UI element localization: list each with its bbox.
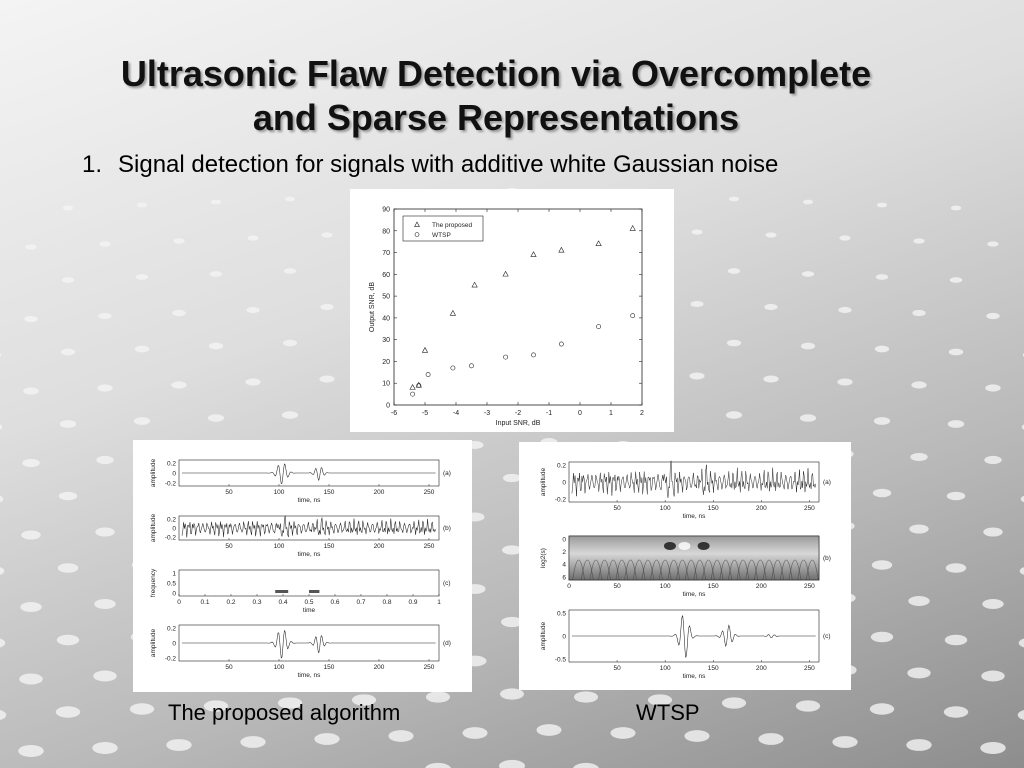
proposed-sub-c-x-axis-label: time bbox=[302, 607, 316, 614]
snr-x-tick-label: -4 bbox=[452, 410, 460, 417]
background-dot bbox=[137, 203, 147, 208]
snr-point-wtsp bbox=[559, 342, 563, 346]
background-dot bbox=[24, 316, 38, 322]
background-dot bbox=[796, 700, 820, 711]
background-dot bbox=[907, 668, 930, 679]
wtsp-sub-b-tag: (b) bbox=[823, 555, 831, 562]
proposed-sub-a-x-axis-label: time, ns bbox=[297, 497, 321, 504]
background-dot bbox=[19, 674, 43, 685]
wtsp-sub-a-x-tick-label: 150 bbox=[707, 505, 719, 512]
proposed-sub-c-tf-atom bbox=[275, 590, 288, 593]
caption-proposed-algorithm: The proposed algorithm bbox=[168, 700, 401, 725]
wtsp-sub-b-x-tick-label: 50 bbox=[613, 583, 621, 590]
background-dot bbox=[62, 277, 74, 283]
background-dot bbox=[950, 277, 962, 283]
proposed-sub-c-x-tick-label: 0.5 bbox=[304, 599, 314, 606]
snr-point-proposed bbox=[630, 226, 635, 231]
background-dot bbox=[282, 411, 298, 419]
proposed-sub-d-x-tick-label: 150 bbox=[323, 664, 335, 671]
snr-y-axis-label: Output SNR, dB bbox=[369, 281, 376, 333]
wtsp-sub-b-y-tick-label: 0 bbox=[562, 536, 566, 544]
wtsp-sub-a-x-tick-label: 250 bbox=[803, 505, 815, 512]
background-dot bbox=[166, 739, 191, 751]
background-dot bbox=[983, 527, 1002, 536]
background-dot bbox=[802, 271, 814, 277]
wtsp-scalogram-blob bbox=[678, 542, 690, 550]
background-dot bbox=[240, 736, 265, 748]
proposed-sub-b-x-tick-label: 100 bbox=[273, 543, 285, 550]
title-line-1: Ultrasonic Flaw Detection via Overcomplete bbox=[120, 53, 872, 94]
snr-point-proposed bbox=[450, 311, 455, 316]
background-dot bbox=[800, 414, 816, 422]
proposed-sub-c-x-tick-label: 0.4 bbox=[278, 599, 288, 606]
snr-y-tick-label: 50 bbox=[382, 293, 390, 301]
background-dot bbox=[722, 697, 746, 708]
background-dot bbox=[0, 423, 2, 431]
background-dot bbox=[873, 489, 891, 498]
wtsp-sub-c-tag: (c) bbox=[823, 633, 831, 640]
background-dot bbox=[285, 197, 295, 202]
background-dot bbox=[801, 343, 815, 350]
wtsp-sub-a-x-tick-label: 50 bbox=[613, 505, 621, 512]
background-dot bbox=[25, 244, 36, 249]
wtsp-sub-a-y-tick-label: 0.2 bbox=[556, 462, 566, 470]
snr-x-tick-label: -2 bbox=[514, 410, 522, 417]
background-dot bbox=[727, 340, 741, 347]
background-dot bbox=[94, 599, 115, 609]
snr-point-proposed bbox=[503, 271, 508, 276]
proposed-sub-a-y-axis-label: amplitude bbox=[150, 458, 157, 488]
background-dot bbox=[284, 268, 296, 274]
background-dot bbox=[58, 563, 78, 573]
proposed-sub-a-y-tick-label: 0.2 bbox=[166, 460, 176, 468]
background-dot bbox=[0, 352, 1, 359]
background-dot bbox=[61, 349, 75, 356]
proposed-sub-c-x-tick-label: 0.6 bbox=[330, 599, 340, 606]
background-dot bbox=[877, 203, 887, 208]
snr-x-tick-label: -5 bbox=[421, 410, 429, 417]
proposed-sub-d-x-tick-label: 200 bbox=[373, 664, 385, 671]
background-dot bbox=[537, 724, 562, 736]
proposed-sub-c-x-tick-label: 0.2 bbox=[226, 599, 236, 606]
background-dot bbox=[0, 709, 6, 720]
snr-x-tick-label: 1 bbox=[609, 410, 613, 417]
background-dot bbox=[876, 274, 888, 280]
wtsp-sub-a-y-tick-label: -0.2 bbox=[554, 496, 566, 504]
proposed-sub-b-y-tick-label: 0 bbox=[172, 525, 176, 533]
snr-point-wtsp bbox=[469, 364, 473, 368]
background-dot bbox=[1019, 638, 1024, 649]
proposed-sub-b-x-tick-label: 50 bbox=[225, 543, 233, 550]
snr-y-tick-label: 80 bbox=[382, 228, 390, 236]
proposed-algorithm-figure bbox=[133, 440, 472, 692]
background-dot bbox=[980, 742, 1005, 754]
background-dot bbox=[946, 563, 966, 573]
background-dot bbox=[765, 232, 776, 237]
wtsp-sub-b-y-axis-label: log2(s) bbox=[540, 548, 547, 568]
snr-x-tick-label: -6 bbox=[390, 410, 398, 417]
wtsp-sub-a-x-axis-label: time, ns bbox=[682, 513, 706, 520]
background-dot bbox=[906, 739, 931, 751]
title-line-2: and Sparse Representations bbox=[252, 97, 740, 138]
wtsp-figure bbox=[519, 442, 851, 690]
wtsp-sub-a-x-tick-label: 100 bbox=[659, 505, 671, 512]
background-dot bbox=[913, 238, 924, 243]
proposed-sub-a-x-tick-label: 200 bbox=[373, 489, 385, 496]
snr-point-wtsp bbox=[504, 355, 508, 359]
snr-point-wtsp bbox=[411, 392, 415, 396]
snr-chart bbox=[350, 189, 674, 432]
background-dot bbox=[59, 492, 77, 501]
background-dot bbox=[23, 387, 39, 394]
background-dot bbox=[839, 235, 850, 240]
background-dot bbox=[871, 632, 893, 642]
snr-x-tick-label: 2 bbox=[640, 410, 644, 417]
background-dot bbox=[948, 420, 964, 428]
wtsp-sub-b-x-axis-label: time, ns bbox=[682, 591, 706, 598]
background-dot bbox=[574, 691, 598, 702]
background-dot bbox=[92, 742, 117, 754]
proposed-sub-b-x-tick-label: 250 bbox=[423, 543, 435, 550]
background-dot bbox=[763, 375, 778, 382]
background-dot bbox=[684, 730, 709, 742]
bullet-text: Signal detection for signals with additive white Gaussian noise bbox=[118, 151, 779, 178]
wtsp-sub-c-x-axis-label: time, ns bbox=[682, 673, 706, 680]
snr-point-proposed bbox=[410, 385, 415, 390]
wtsp-sub-b-x-tick-label: 150 bbox=[707, 583, 719, 590]
background-dot bbox=[462, 727, 487, 739]
background-dot bbox=[986, 313, 999, 319]
caption-wtsp: WTSP bbox=[636, 700, 700, 725]
background-dot bbox=[63, 206, 73, 211]
background-dot bbox=[691, 229, 702, 234]
background-dot bbox=[982, 599, 1003, 609]
background-dot bbox=[870, 703, 894, 714]
snr-y-tick-label: 40 bbox=[382, 315, 390, 323]
background-dot bbox=[1018, 709, 1024, 720]
proposed-sub-d-y-tick-label: 0 bbox=[172, 640, 176, 648]
snr-y-tick-label: 0 bbox=[386, 402, 390, 410]
proposed-sub-d-x-tick-label: 100 bbox=[273, 664, 285, 671]
background-dot bbox=[987, 241, 998, 246]
proposed-sub-b-tag: (b) bbox=[443, 525, 451, 532]
proposed-sub-a-y-tick-label: -0.2 bbox=[164, 480, 176, 488]
snr-point-wtsp bbox=[426, 372, 430, 376]
background-dot bbox=[838, 307, 851, 313]
background-dot bbox=[912, 310, 925, 316]
proposed-sub-c-y-axis-label: frequency bbox=[150, 568, 157, 598]
proposed-sub-d-y-tick-label: 0.2 bbox=[166, 625, 176, 633]
background-dot bbox=[210, 271, 222, 277]
wtsp-sub-c-x-tick-label: 100 bbox=[659, 665, 671, 672]
background-dot bbox=[135, 346, 149, 353]
proposed-algorithm-panel bbox=[133, 440, 472, 692]
background-dot bbox=[984, 456, 1001, 464]
snr-legend-label: WTSP bbox=[432, 232, 451, 239]
background-dot bbox=[499, 760, 525, 768]
proposed-sub-d-x-tick-label: 50 bbox=[225, 664, 233, 671]
proposed-sub-c-y-tick-label: 0 bbox=[172, 590, 176, 598]
proposed-sub-b-x-tick-label: 150 bbox=[323, 543, 335, 550]
background-dot bbox=[320, 304, 333, 310]
snr-point-wtsp bbox=[631, 314, 635, 318]
background-dot bbox=[319, 375, 334, 382]
snr-point-wtsp bbox=[531, 353, 535, 357]
background-dot bbox=[388, 730, 413, 742]
wtsp-sub-b-x-tick-label: 250 bbox=[803, 583, 815, 590]
bullet-item bbox=[82, 151, 778, 179]
background-dot bbox=[911, 381, 926, 388]
proposed-sub-d-x-axis-label: time, ns bbox=[297, 672, 321, 679]
wtsp-sub-a-tag: (a) bbox=[823, 479, 831, 486]
proposed-sub-b-signal bbox=[182, 516, 436, 538]
proposed-sub-b-x-tick-label: 200 bbox=[373, 543, 385, 550]
snr-point-proposed bbox=[422, 348, 427, 353]
background-dot bbox=[803, 200, 813, 205]
wtsp-scalogram-blob bbox=[698, 542, 710, 550]
wtsp-scalogram-blob bbox=[664, 542, 676, 550]
background-dot bbox=[283, 340, 297, 347]
proposed-sub-a-x-tick-label: 50 bbox=[225, 489, 233, 496]
wtsp-panel bbox=[519, 442, 851, 690]
snr-y-tick-label: 30 bbox=[382, 337, 390, 345]
wtsp-sub-b-y-tick-label: 4 bbox=[562, 561, 566, 569]
snr-point-proposed bbox=[472, 282, 477, 287]
background-dot bbox=[172, 310, 185, 316]
background-dot bbox=[910, 453, 927, 461]
slide-title bbox=[40, 52, 952, 140]
proposed-sub-d-y-axis-label: amplitude bbox=[150, 628, 157, 658]
background-dot bbox=[22, 459, 40, 467]
background-dot bbox=[321, 232, 332, 237]
snr-point-proposed bbox=[531, 252, 536, 257]
background-dot bbox=[951, 206, 961, 211]
background-dot bbox=[0, 638, 5, 649]
wtsp-sub-b-x-tick-label: 0 bbox=[567, 583, 571, 590]
snr-x-tick-label: 0 bbox=[578, 410, 582, 417]
background-dot bbox=[728, 268, 740, 274]
snr-point-proposed bbox=[596, 241, 601, 246]
background-dot bbox=[57, 635, 79, 645]
background-dot bbox=[21, 530, 41, 539]
background-dot bbox=[97, 384, 112, 391]
snr-y-tick-label: 70 bbox=[382, 250, 390, 258]
snr-x-axis-label: Input SNR, dB bbox=[495, 420, 541, 427]
background-dot bbox=[95, 527, 114, 536]
background-dot bbox=[134, 417, 150, 425]
background-dot bbox=[171, 381, 186, 388]
proposed-sub-d-signal bbox=[182, 631, 436, 658]
background-dot bbox=[211, 200, 221, 205]
background-dot bbox=[98, 313, 111, 319]
background-dot bbox=[173, 238, 184, 243]
background-dot bbox=[764, 304, 777, 310]
background-dot bbox=[610, 727, 635, 739]
proposed-sub-d-y-tick-label: -0.2 bbox=[164, 655, 176, 663]
background-dot bbox=[758, 733, 783, 745]
background-dot bbox=[93, 671, 116, 682]
background-dot bbox=[426, 691, 450, 702]
background-dot bbox=[247, 235, 258, 240]
proposed-sub-b-y-tick-label: -0.2 bbox=[164, 534, 176, 542]
snr-point-proposed bbox=[559, 247, 564, 252]
background-dot bbox=[832, 736, 857, 748]
snr-x-tick-label: -3 bbox=[483, 410, 491, 417]
proposed-sub-a-y-tick-label: 0 bbox=[172, 470, 176, 478]
snr-x-tick-label: -1 bbox=[545, 410, 553, 417]
snr-y-tick-label: 60 bbox=[382, 271, 390, 279]
background-dot bbox=[689, 372, 704, 379]
proposed-sub-a-x-tick-label: 150 bbox=[323, 489, 335, 496]
proposed-sub-b-y-tick-label: 0.2 bbox=[166, 516, 176, 524]
proposed-sub-d-tag: (d) bbox=[443, 640, 451, 647]
background-dot bbox=[209, 343, 223, 350]
background-dot bbox=[909, 524, 928, 533]
wtsp-sub-c-y-tick-label: 0.5 bbox=[556, 610, 566, 618]
wtsp-sub-a-x-tick-label: 200 bbox=[755, 505, 767, 512]
snr-y-tick-label: 90 bbox=[382, 206, 390, 214]
background-dot bbox=[908, 596, 929, 606]
background-dot bbox=[208, 414, 224, 422]
wtsp-sub-a-y-axis-label: amplitude bbox=[540, 467, 547, 497]
wtsp-sub-b-y-tick-label: 2 bbox=[562, 548, 566, 556]
background-dot bbox=[56, 706, 80, 717]
wtsp-sub-c-x-tick-label: 200 bbox=[755, 665, 767, 672]
proposed-sub-b-x-axis-label: time, ns bbox=[297, 551, 321, 558]
wtsp-sub-b-y-tick-label: 6 bbox=[562, 574, 566, 582]
background-dot bbox=[947, 492, 965, 501]
wtsp-sub-b-x-tick-label: 200 bbox=[755, 583, 767, 590]
proposed-sub-d-x-tick-label: 250 bbox=[423, 664, 435, 671]
background-dot bbox=[18, 745, 44, 757]
background-dot bbox=[985, 384, 1000, 391]
proposed-sub-c-x-tick-label: 0.1 bbox=[200, 599, 210, 606]
proposed-sub-c-x-tick-label: 0.9 bbox=[408, 599, 418, 606]
background-dot bbox=[60, 420, 76, 428]
background-dot bbox=[981, 671, 1004, 682]
snr-point-wtsp bbox=[597, 325, 601, 329]
background-dot bbox=[96, 456, 113, 464]
background-dot bbox=[1020, 566, 1024, 576]
background-dot bbox=[573, 763, 599, 768]
proposed-sub-c-y-tick-label: 0.5 bbox=[166, 580, 176, 588]
background-dot bbox=[130, 703, 154, 714]
background-dot bbox=[729, 197, 739, 202]
background-dot bbox=[245, 378, 260, 385]
proposed-sub-c-x-tick-label: 0 bbox=[177, 599, 181, 606]
background-dot bbox=[20, 602, 42, 612]
wtsp-sub-a-y-tick-label: 0 bbox=[562, 479, 566, 487]
proposed-sub-a-x-tick-label: 100 bbox=[273, 489, 285, 496]
background-dot bbox=[726, 411, 742, 419]
wtsp-sub-a-signal bbox=[572, 461, 816, 498]
snr-legend-label: The proposed bbox=[432, 222, 473, 229]
proposed-sub-c-x-tick-label: 0.8 bbox=[382, 599, 392, 606]
proposed-sub-c-x-tick-label: 1 bbox=[437, 599, 441, 606]
background-dot bbox=[314, 733, 339, 745]
background-dot bbox=[872, 560, 892, 570]
background-dot bbox=[874, 417, 890, 425]
wtsp-sub-c-x-tick-label: 50 bbox=[613, 665, 621, 672]
wtsp-sub-c-signal bbox=[572, 616, 816, 658]
proposed-sub-c-x-tick-label: 0.7 bbox=[356, 599, 366, 606]
proposed-sub-c-y-tick-label: 1 bbox=[172, 570, 176, 578]
background-dot bbox=[0, 566, 4, 576]
wtsp-sub-c-x-tick-label: 150 bbox=[707, 665, 719, 672]
proposed-sub-c-x-tick-label: 0.3 bbox=[252, 599, 262, 606]
wtsp-sub-c-y-tick-label: 0 bbox=[562, 633, 566, 641]
wtsp-sub-c-y-axis-label: amplitude bbox=[540, 621, 547, 651]
wtsp-sub-b-x-tick-label: 100 bbox=[659, 583, 671, 590]
background-dot bbox=[690, 301, 703, 307]
proposed-sub-b-y-axis-label: amplitude bbox=[150, 513, 157, 543]
background-dot bbox=[944, 706, 968, 717]
background-dot bbox=[0, 495, 3, 504]
snr-point-wtsp bbox=[451, 366, 455, 370]
background-dot bbox=[875, 346, 889, 353]
proposed-sub-a-tag: (a) bbox=[443, 470, 451, 477]
snr-y-tick-label: 10 bbox=[382, 380, 390, 388]
proposed-sub-a-signal bbox=[182, 464, 436, 484]
background-dot bbox=[246, 307, 259, 313]
proposed-sub-a-x-tick-label: 250 bbox=[423, 489, 435, 496]
snr-chart-panel bbox=[350, 189, 674, 432]
snr-y-tick-label: 20 bbox=[382, 358, 390, 366]
background-dot bbox=[945, 635, 967, 645]
background-dot bbox=[949, 349, 963, 356]
background-dot bbox=[500, 688, 524, 699]
background-dot bbox=[136, 274, 148, 280]
proposed-sub-c-tag: (c) bbox=[443, 580, 451, 587]
background-dot bbox=[99, 241, 110, 246]
proposed-sub-c-tf-atom bbox=[309, 590, 319, 593]
wtsp-sub-c-y-tick-label: -0.5 bbox=[554, 656, 566, 664]
wtsp-sub-c-x-tick-label: 250 bbox=[803, 665, 815, 672]
background-dot bbox=[425, 763, 451, 768]
background-dot bbox=[837, 378, 852, 385]
bullet-number: 1. bbox=[82, 151, 103, 178]
